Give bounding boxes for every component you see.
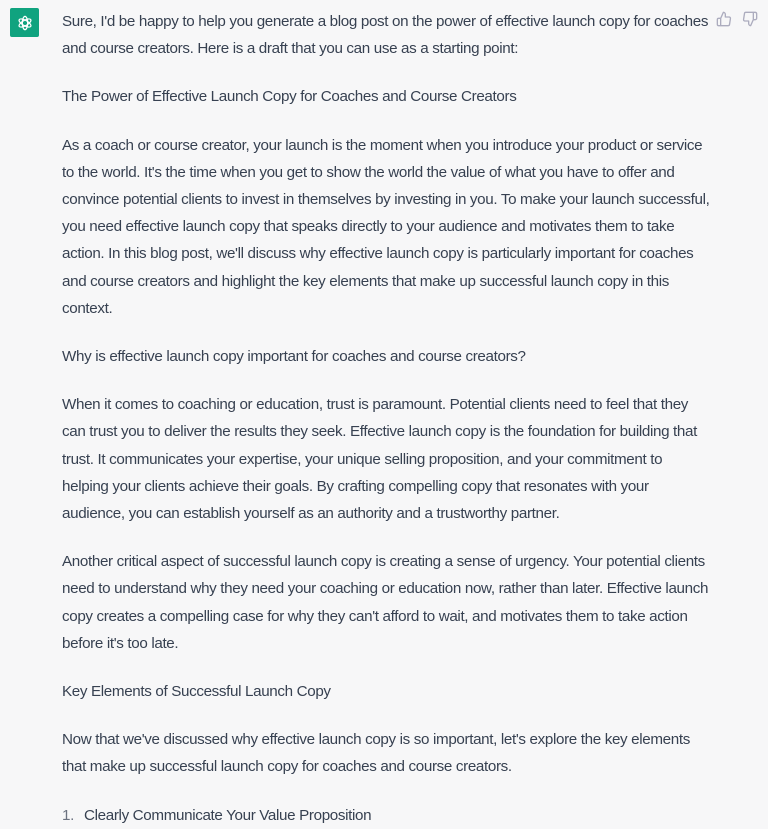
list-item-number: 1. xyxy=(62,806,74,824)
thumbs-down-icon xyxy=(742,11,758,27)
thumbs-up-icon xyxy=(716,11,732,27)
openai-logo-icon xyxy=(15,13,35,33)
section-heading-key-elements: Key Elements of Successful Launch Copy xyxy=(62,683,331,701)
section-heading-why: Why is effective launch copy important for coaches and course creators? xyxy=(62,348,526,366)
paragraph-trust: When it comes to coaching or education, trust is paramount. Potential clients need to feel that they can trust you to deliver the results they seek. Effective launch copy is the foundation for building that trust. It communicates your expertise, your unique selling proposition, and your commitment to helping your clients achieve their goals. By crafting compelling copy that resonates with your audience, you can establish yourself as an authority and a trustworthy partner. xyxy=(62,396,697,523)
key-elements-list xyxy=(62,802,712,829)
feedback-buttons xyxy=(716,11,758,27)
intro-paragraph: Sure, I'd be happy to help you generate a blog post on the power of effective launch copy for coaches and course creators. Here is a draft that you can use as a starting point: xyxy=(62,13,709,58)
thumbs-down-button[interactable] xyxy=(742,11,758,27)
list-item-text: Clearly Communicate Your Value Proposition xyxy=(84,806,372,824)
blog-title: The Power of Effective Launch Copy for Coaches and Course Creators xyxy=(62,88,517,106)
list-item xyxy=(62,802,712,829)
assistant-avatar xyxy=(10,8,39,37)
message-content xyxy=(62,8,712,829)
paragraph-intro-body: As a coach or course creator, your launch is the moment when you introduce your product or service to the world. It's the time when you get to show the world the value of what you have to offer and convince potential clients to invest in themselves by investing in you. To make your launch successful, you need effective launch copy that speaks directly to your audience and motivates them to take action. In this blog post, we'll discuss why effective launch copy is particularly important for coaches and course creators and highlight the key elements that make up successful launch copy in this context. xyxy=(62,136,710,317)
paragraph-urgency: Another critical aspect of successful launch copy is creating a sense of urgency. Your potential clients need to understand why they need your coaching or education now, rather than later. Effective launch copy creates a compelling case for why they can't afford to wait, and motivates them to take action before it's too late. xyxy=(62,553,709,652)
thumbs-up-button[interactable] xyxy=(716,11,732,27)
paragraph-key-elements-intro: Now that we've discussed why effective launch copy is so important, let's explore the key elements that make up successful launch copy for coaches and course creators. xyxy=(62,731,690,776)
